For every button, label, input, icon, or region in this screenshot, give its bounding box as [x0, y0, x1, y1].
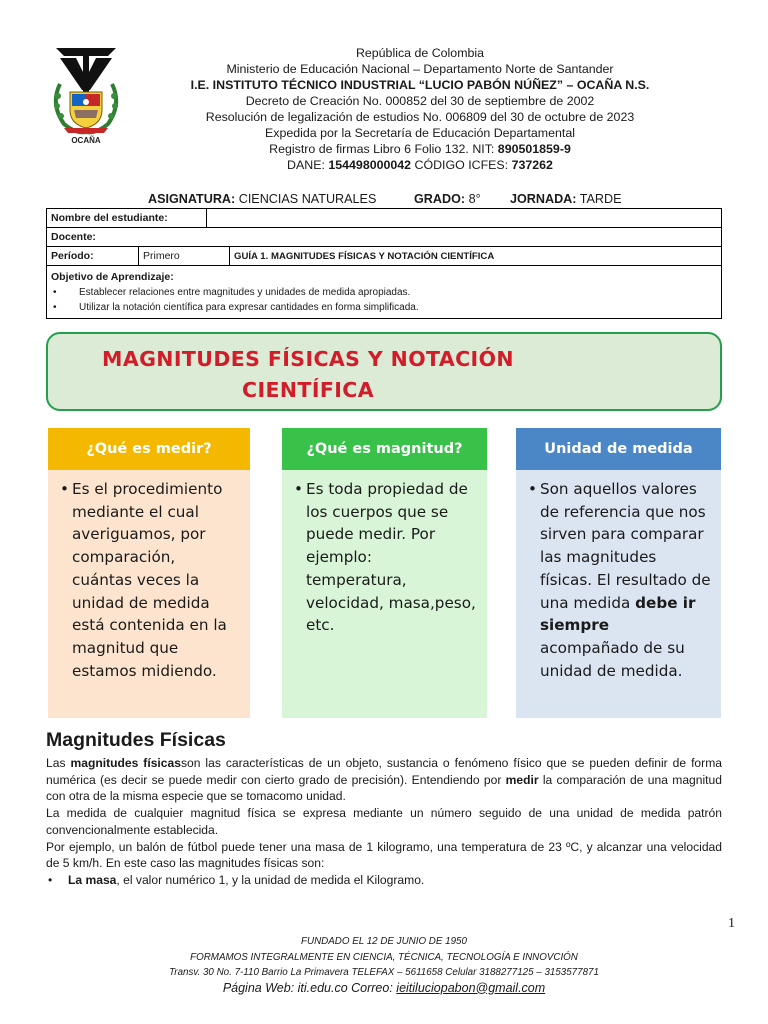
objective-label: Objetivo de Aprendizaje: [51, 271, 174, 283]
section-heading: Magnitudes Físicas [46, 729, 226, 751]
footer-contact: Página Web: iti.edu.co Correo: ieitiluciopabon@gmail.com [222, 980, 546, 995]
student-name-value[interactable] [207, 209, 721, 227]
section-body [46, 755, 722, 889]
list-item: • Establecer relaciones entre magnitudes y unidades de medida apropiadas. [51, 285, 717, 300]
card-what-is-measure [48, 428, 250, 718]
period-label: Período: [47, 247, 139, 265]
teacher-row [47, 228, 721, 247]
student-name-row [47, 209, 721, 228]
icfes-value: 737262 [511, 158, 553, 172]
paragraph: Las magnitudes físicasson las características de un objeto, sustancia o fenómeno físico que se pueden definir de forma numérica (es decir se puede medir con cierto grado de precisión). Entendiendo por medir la comparación de una magnitud con otra de la misma especie que se tomacomo unidad. [46, 756, 722, 804]
card-title: ¿Qué es medir? [48, 428, 250, 470]
card-what-is-magnitude [282, 428, 487, 718]
school-crest-icon [46, 44, 126, 136]
footer [100, 934, 668, 996]
card-body [282, 470, 487, 718]
grade-field: GRADO: 8° [414, 192, 481, 206]
institution-header [140, 45, 700, 173]
footer-motto: FORMAMOS INTEGRALMENTE EN CIENCIA, TÉCNICA, TECNOLOGÍA E INNOVCIÓN [190, 951, 578, 963]
teacher-label: Docente: [51, 231, 96, 243]
header-resolution: Resolución de legalización de estudios No. 006809 del 30 de octubre de 2023 [205, 110, 635, 124]
card-title: ¿Qué es magnitud? [282, 428, 487, 470]
period-value: Primero [139, 247, 230, 265]
dane-value: 154498000042 [328, 158, 412, 172]
period-row [47, 247, 721, 266]
objective-list [51, 285, 717, 315]
title-banner [46, 332, 722, 411]
student-name-label: Nombre del estudiante: [47, 209, 207, 227]
header-decree: Decreto de Creación No. 000852 del 30 de septiembre de 2002 [245, 94, 595, 108]
guide-title: GUÍA 1. MAGNITUDES FÍSICAS Y NOTACIÓN CIENTÍFICA [234, 250, 495, 262]
page-number: 1 [728, 916, 735, 931]
card-title: Unidad de medida [516, 428, 721, 470]
header-institution: I.E. INSTITUTO TÉCNICO INDUSTRIAL “LUCIO PABÓN NÚÑEZ” – OCAÑA N.S. [190, 78, 650, 92]
school-logo [46, 44, 126, 148]
card-body [516, 470, 721, 718]
card-text: • Es el procedimiento mediante el cual averiguamos, por comparación, cuántas veces la unidad de medida está contenida en la magnitud que estamos midiendo. [60, 478, 240, 682]
paragraph: Por ejemplo, un balón de fútbol puede tener una masa de 1 kilogramo, una temperatura de 23 ºC, y alcanzar una velocidad de 5 km/h. En este caso las magnitudes físicas son: [46, 839, 722, 871]
header-ministry: Ministerio de Educación Nacional – Departamento Norte de Santander [226, 62, 614, 76]
page-title: MAGNITUDES FÍSICAS Y NOTACIÓN CIENTÍFICA [102, 347, 514, 402]
shift-field: JORNADA: TARDE [510, 192, 622, 206]
card-text: • Es toda propiedad de los cuerpos que se puede medir. Por ejemplo: temperatura, velocidad, masa,peso, etc. [294, 478, 477, 637]
nit-value: 890501859-9 [497, 142, 571, 156]
subject-field: ASIGNATURA: CIENCIAS NATURALES [148, 192, 377, 206]
logo-caption: OCAÑA [71, 136, 101, 145]
header-country: República de Colombia [355, 46, 485, 60]
card-unit-of-measure [516, 428, 721, 718]
header-registry: Registro de firmas Libro 6 Folio 132. NIT: 890501859-9 [269, 142, 571, 156]
email-link[interactable]: ieitiluciopabon@gmail.com [396, 980, 546, 995]
footer-address: Transv. 30 No. 7-110 Barrio La Primavera TELEFAX – 5611658 Celular 3188277125 – 3153577871 [169, 967, 599, 978]
list-item: • La masa, el valor numérico 1, y la unidad de medida el Kilogramo. [46, 872, 722, 889]
learning-objective [47, 266, 721, 318]
footer-founded: FUNDADO EL 12 DE JUNIO DE 1950 [301, 936, 467, 947]
header-dane: DANE: 154498000042 CÓDIGO ICFES: 737262 [287, 158, 553, 172]
paragraph: La medida de cualquier magnitud física se expresa mediante un número seguido de una unidad de medida patrón convencionalmente establecida. [46, 806, 722, 837]
card-body [48, 470, 250, 718]
card-text: • Son aquellos valores de referencia que nos sirven para comparar las magnitudes físicas. El resultado de una medida debe ir siempre acompañado de su unidad de medida. [528, 478, 711, 682]
header-issued: Expedida por la Secretaría de Educación Departamental [265, 126, 575, 140]
student-info-table [46, 208, 722, 319]
list-item: • Utilizar la notación científica para expresar cantidades en forma simplificada. [51, 300, 717, 315]
